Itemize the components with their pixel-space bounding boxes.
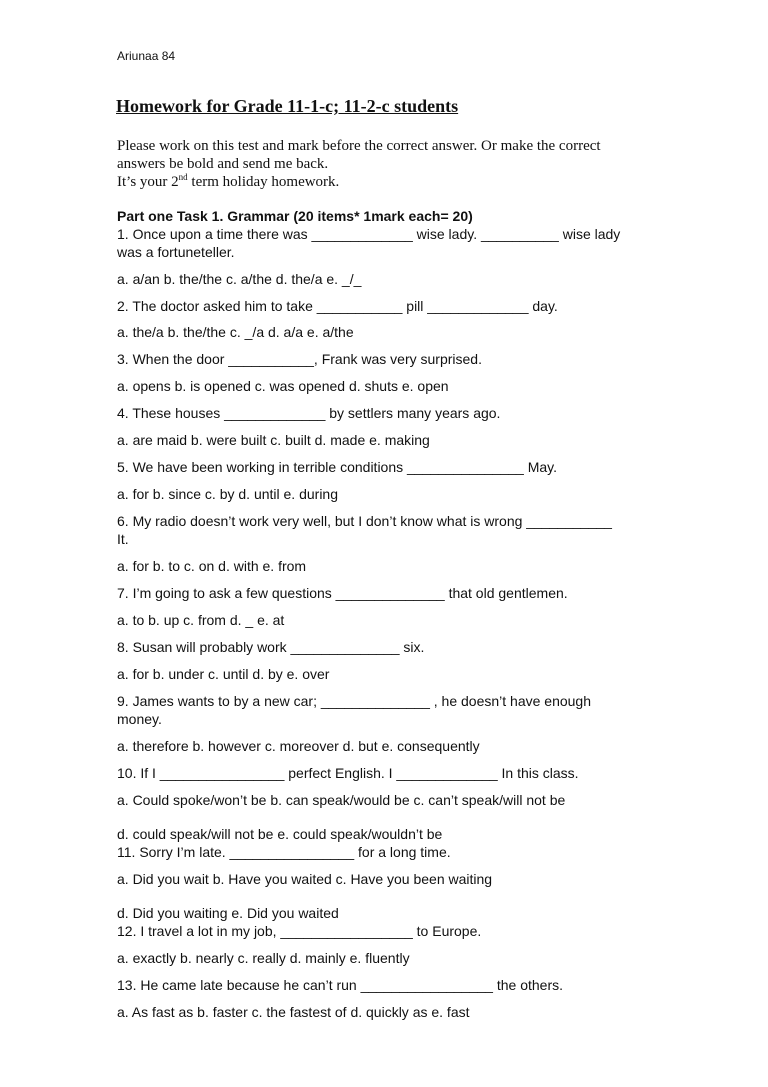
question-stem: 1. Once upon a time there was _____________ wise lady. __________ wise lady [117,226,621,242]
intro-line: answers be bold and send me back. [117,156,329,172]
question-stem: 10. If I ________________ perfect English. I _____________ In this class. [117,765,579,781]
question-stem: 8. Susan will probably work ______________ six. [117,639,425,655]
question-stem: It. [117,531,129,547]
question-stem: 3. When the door ___________, Frank was very surprised. [117,351,482,367]
question-stem: 11. Sorry I’m late. ________________ for a long time. [117,844,451,860]
page-title: Homework for Grade 11-1-c; 11-2-c students [116,96,459,116]
question-stem: 9. James wants to by a new car; ______________ , he doesn’t have enough [117,693,592,709]
question-stem: 7. I’m going to ask a few questions ______________ that old gentlemen. [117,585,568,601]
question-options: d. Did you waiting e. Did you waited [117,905,339,921]
question-options: a. Did you wait b. Have you waited c. Have you been waiting [117,871,493,887]
intro-line [117,173,339,191]
question-options: a. As fast as b. faster c. the fastest of d. quickly as e. fast [117,1004,470,1020]
intro-text: It’s your 2 [117,174,179,190]
question-options: a. to b. up c. from d. _ e. at [117,612,285,628]
question-stem: 5. We have been working in terrible conditions _______________ May. [117,459,557,475]
question-stem: 2. The doctor asked him to take ___________ pill _____________ day. [117,298,558,314]
question-options: a. for b. under c. until d. by e. over [117,666,330,682]
intro-text: term holiday homework. [187,174,340,190]
intro-superscript: nd [178,172,188,182]
question-options: a. exactly b. nearly c. really d. mainly e. fluently [117,950,410,966]
question-options: a. therefore b. however c. moreover d. but e. consequently [117,738,480,754]
intro-line: Please work on this test and mark before the correct answer. Or make the correct [117,138,601,154]
question-stem: 12. I travel a lot in my job, _________________ to Europe. [117,923,482,939]
question-stem: 4. These houses _____________ by settlers many years ago. [117,405,501,421]
question-stem: 13. He came late because he can’t run _________________ the others. [117,977,563,993]
question-options: a. opens b. is opened c. was opened d. shuts e. open [117,378,449,394]
question-options: a. for b. to c. on d. with e. from [117,558,307,574]
question-options: a. Could spoke/won’t be b. can speak/would be c. can’t speak/will not be [117,792,566,808]
question-options: a. the/a b. the/the c. _/a d. a/a e. a/the [117,324,354,340]
question-stem: 6. My radio doesn’t work very well, but I don’t know what is wrong ___________ [117,513,612,529]
question-stem: was a fortuneteller. [117,244,235,260]
question-stem: money. [117,711,162,727]
question-options: a. are maid b. were built c. built d. made e. making [117,432,430,448]
section-heading: Part one Task 1. Grammar (20 items* 1mark each= 20) [117,208,473,224]
question-options: a. a/an b. the/the c. a/the d. the/a e. _/_ [117,271,362,287]
question-options: a. for b. since c. by d. until e. during [117,486,339,502]
page-header: Ariunaa 84 [117,49,176,63]
question-options: d. could speak/will not be e. could speak/wouldn’t be [117,826,443,842]
